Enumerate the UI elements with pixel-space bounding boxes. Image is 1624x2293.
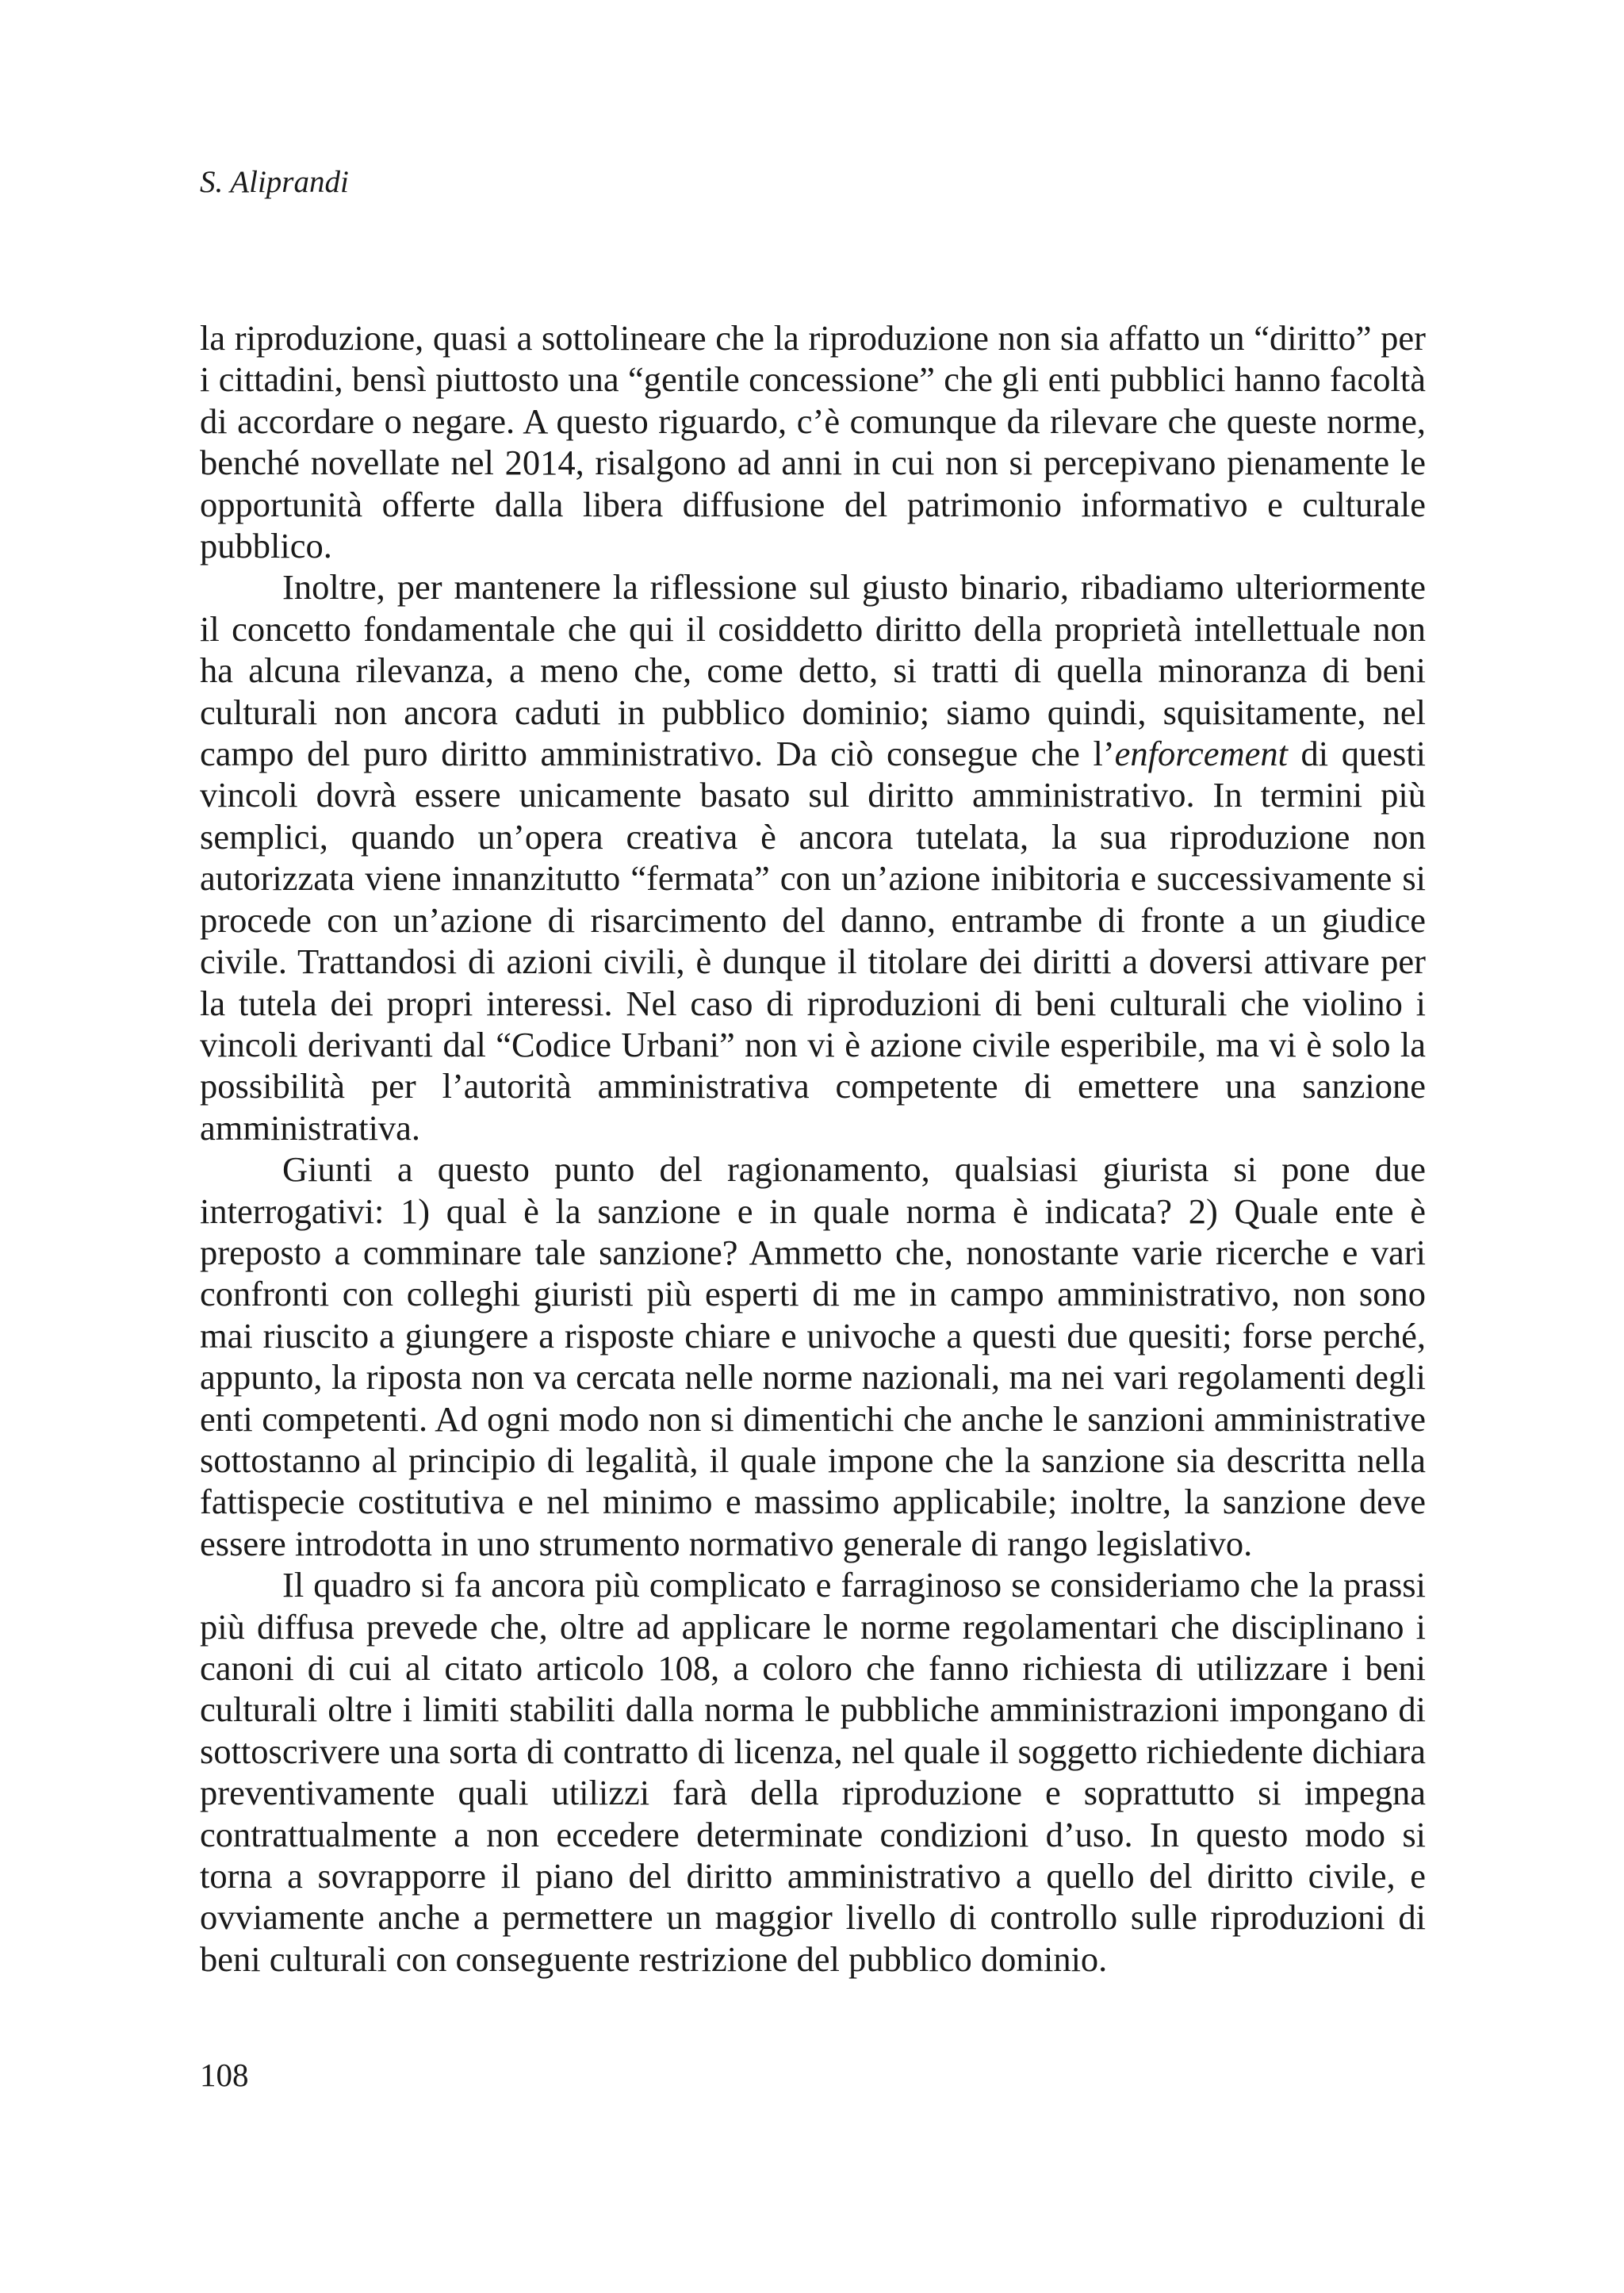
page-number: 108	[200, 2057, 249, 2093]
paragraph-3: Giunti a questo punto del ragionamento, qualsiasi giurista si pone due interrogativi: 1) qual è la sanzione e in quale norma è indicata? 2) Quale ente è preposto a comminare tale sanzione? Ammetto che, nonostante varie ricerche e vari confronti con colleghi giuristi più esperti di me in campo amministrativo, non sono mai riuscito a giungere a risposte chiare e univoche a questi due quesiti; forse perché, appunto, la riposta non va cercata nelle norme nazionali, ma nei vari regolamenti degli enti competenti. Ad ogni modo non si dimentichi che anche le sanzioni amministrative sottostanno al principio di legalità, il quale impone che la sanzione sia descritta nella fattispecie costitutiva e nel minimo e massimo applicabile; inoltre, la sanzione deve essere introdotta in uno strumento normativo generale di rango legislativo.	[200, 1149, 1426, 1563]
body-text	[200, 317, 1426, 1980]
paragraph-2-text-after-italic: di questi vincoli dovrà essere unicamente basato sul diritto amministrativo. In termini più semplici, quando un’opera creativa è ancora tutelata, la sua riproduzione non autorizzata viene innanzitutto “fermata” con un’azione inibitoria e successivamente si procede con un’azione di risarcimento del danno, entrambe di fronte a un giudice civile. Trattandosi di azioni civili, è dunque il titolare dei diritti a doversi attivare per la tutela dei propri interessi. Nel caso di riproduzioni di beni culturali che violino i vincoli derivanti dal “Codice Urbani” non vi è azione civile esperibile, ma vi è solo la possibilità per l’autorità amministrativa competente di emettere una sanzione amministrativa.	[200, 734, 1426, 1148]
paragraph-2-text-before-italic: Inoltre, per mantenere la riflessione sul giusto binario, ribadiamo ulteriormente il concetto fondamentale che qui il cosiddetto diritto della proprietà intellettuale non ha alcuna rilevanza, a meno che, come detto, si tratti di quella minoranza di beni culturali non ancora caduti in pubblico dominio; siamo quindi, squisitamente, nel campo del puro diritto amministrativo. Da ciò consegue che l’	[200, 567, 1426, 774]
paragraph-1: la riproduzione, quasi a sottolineare che la riproduzione non sia affatto un “diritto” per i cittadini, bensì piuttosto una “gentile concessione” che gli enti pubblici hanno facoltà di accordare o negare. A questo riguardo, c’è comunque da rilevare che queste norme, benché novellate nel 2014, risalgono ad anni in cui non si percepivano pienamente le opportunità offerte dalla libera diffusione del patrimonio informativo e culturale pubblico.	[200, 318, 1426, 566]
paragraph-2-italic-term: enforcement	[1114, 734, 1288, 774]
running-head-author: S. Aliprandi	[200, 165, 349, 199]
paragraph-2	[200, 566, 1426, 1148]
paragraph-4: Il quadro si fa ancora più complicato e farraginoso se consideriamo che la prassi più diffusa prevede che, oltre ad applicare le norme regolamentari che disciplinano i canoni di cui al citato articolo 108, a coloro che fanno richiesta di utilizzare i beni culturali oltre i limiti stabiliti dalla norma le pubbliche amministrazioni impongano di sottoscrivere una sorta di contratto di licenza, nel quale il soggetto richiedente dichiara preventivamente quali utilizzi farà della riproduzione e soprattutto si impegna contrattualmente a non eccedere determinate condizioni d’uso. In questo modo si torna a sovrapporre il piano del diritto amministrativo a quello del diritto civile, e ovviamente anche a permettere un maggior livello di controllo sulle riproduzioni di beni culturali con conseguente restrizione del pubblico dominio.	[200, 1565, 1426, 1979]
